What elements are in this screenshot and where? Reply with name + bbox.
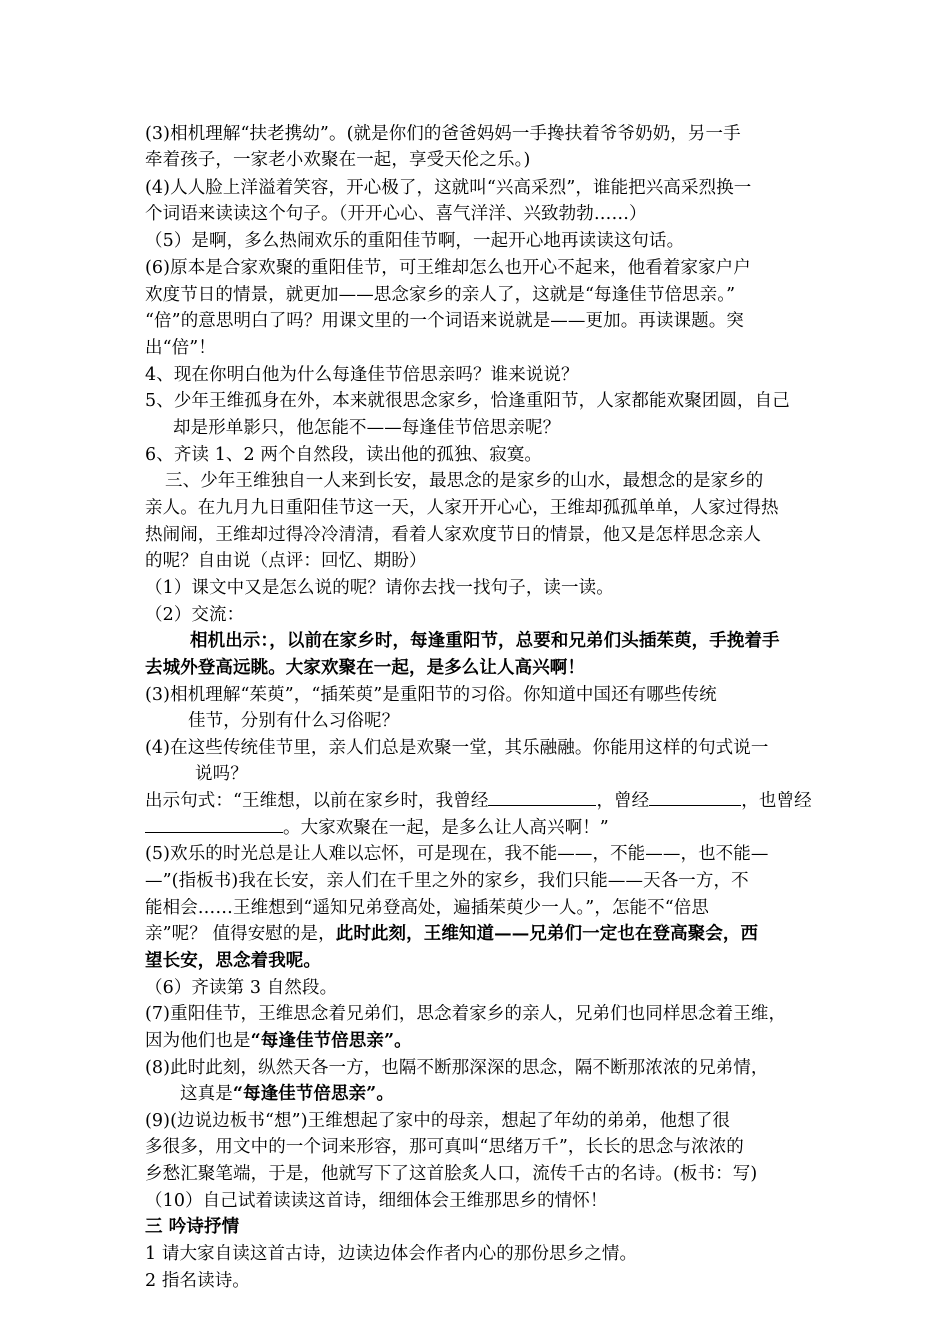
text-line: （1）课文中又是怎么说的呢？请你去找一找句子，读一读。 [145,578,614,598]
bold-text-line: 相机出示：，以前在家乡时，每逢重阳节，总要和兄弟们头插茱萸，手挽着手 [190,631,780,651]
sentence-pattern-prefix: 出示句式：“王维想，以前在家乡时，我曾经 [145,791,489,811]
text-line: 热闹闹，王维却过得冷冷清清，看着人家欢度节日的情景，他又是怎样思念亲人 [145,525,761,545]
text-line: (4)人人脸上洋溢着笑容，开心极了，这就叫“兴高采烈”，谁能把兴高采烈换一 [145,178,752,198]
sentence-pattern-part: ，曾经 [596,791,650,811]
text-line: 却是形单影只，他怎能不——每逢佳节倍思亲呢？ [173,418,561,438]
text-line: 亲人。在九月九日重阳佳节这一天，人家开开心心，王维却孤孤单单，人家过得热 [145,498,779,518]
sentence-pattern-part: ，也曾经 [741,791,812,811]
text-line: 2 指名读诗。 [145,1271,250,1291]
text-line: —”(指板书)我在长安，亲人们在千里之外的家乡，我们只能——天各一方，不 [145,871,749,891]
text-line [145,789,812,813]
text-line: (6)原本是合家欢聚的重阳佳节，可王维却怎么也开心不起来，他看着家家户户 [145,258,751,278]
fill-blank [145,816,283,833]
text-line: (3)相机理解“扶老携幼”。(就是你们的爸爸妈妈一手搀扶着爷爷奶奶，另一手 [145,124,741,144]
text-line: （10）自己试着读读这首诗，细细体会王维那思乡的情怀！ [145,1191,608,1211]
text-line: (5)欢乐的时光总是让人难以忘怀，可是现在，我不能——，不能——，也不能— [145,844,769,864]
fill-blank [649,789,741,806]
text-line: 多很多，用文中的一个词来形容，那可真叫“思绪万千”，长长的思念与浓浓的 [145,1137,744,1157]
text-line: (4)在这些传统佳节里，亲人们总是欢聚一堂，其乐融融。你能用这样的句式说一 [145,738,769,758]
text-line: 能相会……王维想到“遥知兄弟登高处，遍插茱萸少一人。”，怎能不“倍思 [145,898,709,918]
text-line [145,922,758,946]
bold-text-segment: “每逢佳节倍思亲”。 [250,1031,412,1051]
text-line [145,1029,412,1053]
text-line: 5、少年王维孤身在外，本来就很思念家乡，恰逢重阳节，人家都能欢聚团圆，自己 [145,391,790,411]
bold-text-segment: “每逢佳节倍思亲”。 [232,1084,394,1104]
text-line: 的呢？自由说（点评：回忆、期盼） [145,551,427,571]
text-segment: 这真是 [180,1084,233,1104]
section-heading: 三 吟诗抒情 [145,1217,240,1237]
bold-text-segment: 此时此刻，王维知道——兄弟们一定也在登高聚会，西 [335,924,759,944]
text-line [180,1082,394,1106]
text-line: 说吗？ [195,764,248,784]
text-line: (3)相机理解“茱萸”，“插茱萸”是重阳节的习俗。你知道中国还有哪些传统 [145,685,717,705]
text-line: 4、现在你明白他为什么每逢佳节倍思亲吗？谁来说说？ [145,365,579,385]
bold-text-line: 去城外登高远眺。大家欢聚在一起，是多么让人高兴啊！ [145,658,585,678]
text-line: （2）交流： [145,605,245,625]
sentence-pattern-end: 。大家欢聚在一起，是多么让人高兴啊！” [283,818,609,838]
text-line: 出“倍”！ [145,338,216,358]
text-line: 6、齐读 1、2 两个自然段，读出他的孤独、寂寞。 [145,445,543,465]
text-line: (9)(边说边板书“想”)王维想起了家中的母亲，想起了年幼的弟弟，他想了很 [145,1111,731,1131]
text-line: 乡愁汇聚笔端，于是，他就写下了这首脍炙人口，流传千古的名诗。(板书：写) [145,1164,758,1184]
text-segment: 因为他们也是 [145,1031,251,1051]
text-line: (7)重阳佳节，王维思念着兄弟们，思念着家乡的亲人，兄弟们也同样思念着王维， [145,1004,787,1024]
text-line: (8)此时此刻，纵然天各一方，也隔不断那深深的思念，隔不断那浓浓的兄弟情， [145,1058,769,1078]
text-line: “倍”的意思明白了吗？用课文里的一个词语来说就是——更加。再读课题。突 [145,311,744,331]
text-line: 佳节，分别有什么习俗呢？ [188,711,400,731]
bold-text-line: 望长安，思念着我呢。 [145,951,321,971]
text-line: 欢度节日的情景，就更加——思念家乡的亲人了，这就是“每逢佳节倍思亲。” [145,285,736,305]
text-line: 牵着孩子，一家老小欢聚在一起，享受天伦之乐。) [145,150,531,170]
text-segment: 亲”呢？ 值得安慰的是， [145,924,336,944]
text-line: 1 请大家自读这首古诗，边读边体会作者内心的那份思乡之情。 [145,1244,638,1264]
text-line [145,816,609,840]
text-line: 三、少年王维独自一人来到长安，最思念的是家乡的山水，最想念的是家乡的 [165,471,764,491]
text-line: （6）齐读第 3 自然段。 [145,978,338,998]
fill-blank [488,789,596,806]
text-line: （5）是啊，多么热闹欢乐的重阳佳节啊，一起开心地再读读这句话。 [145,231,685,251]
text-line: 个词语来读读这个句子。（开开心心、喜气洋洋、兴致勃勃……） [145,204,647,224]
